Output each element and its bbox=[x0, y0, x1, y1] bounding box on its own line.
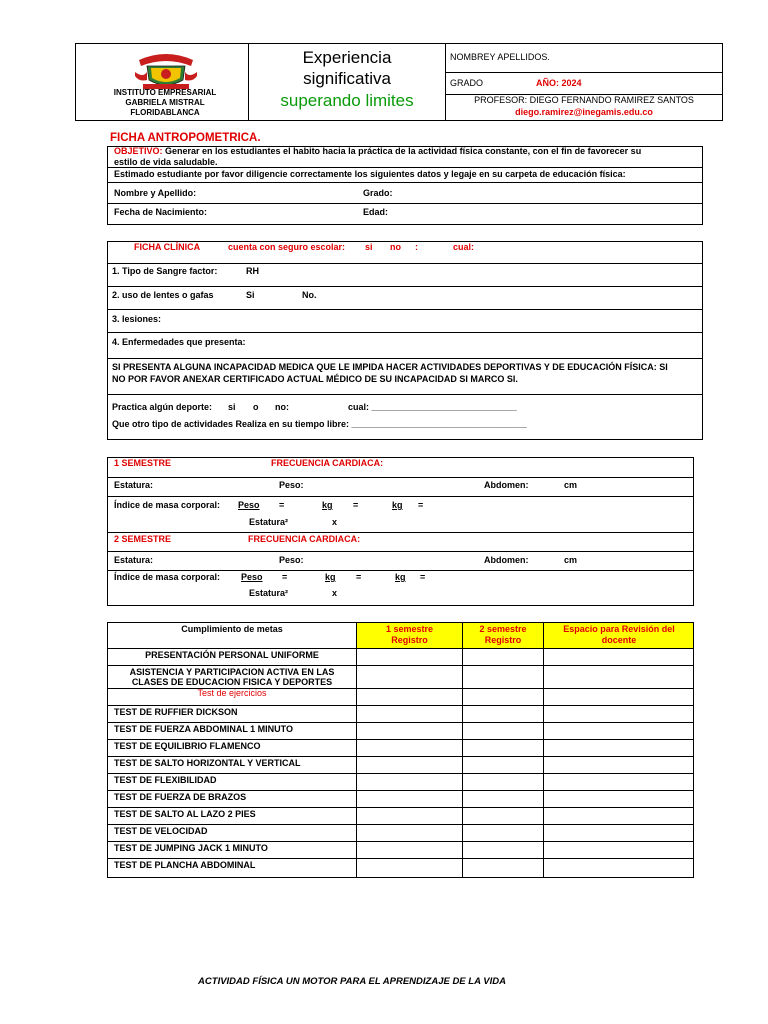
semester1-weight[interactable]: Peso: bbox=[279, 480, 304, 490]
semester1-bmi-eq2: = bbox=[353, 500, 359, 510]
glasses-no[interactable]: No. bbox=[302, 290, 317, 300]
glasses-si[interactable]: Si bbox=[246, 290, 255, 300]
clinica-title: FICHA CLÍNICA bbox=[134, 242, 201, 252]
injuries-field[interactable]: 3. lesiones: bbox=[112, 314, 162, 324]
student-grade-field[interactable]: Grado: bbox=[363, 188, 393, 198]
free-time-field[interactable]: Que otro tipo de actividades Realiza en su tiempo libre: ___________________________________ bbox=[112, 419, 527, 429]
ficha-title: FICHA ANTROPOMETRICA. bbox=[110, 132, 261, 144]
semester1-heart-rate[interactable]: FRECUENCIA CARDIACA: bbox=[271, 458, 384, 468]
test-row-ruffier: TEST DE RUFFIER DICKSON bbox=[114, 707, 238, 717]
student-name-field[interactable]: Nombre y Apellido: bbox=[114, 188, 197, 198]
semester2-bmi-eq2: = bbox=[356, 572, 362, 582]
semester2-estatura2: Estatura² bbox=[249, 588, 289, 598]
school-crest-icon bbox=[133, 50, 199, 90]
incapacity-line2: NO POR FAVOR ANEXAR CERTIFICADO ACTUAL MÉDICO DE SU INCAPACIDAD SI MARCO SI. bbox=[112, 374, 518, 384]
page-title-line1: Experiencia bbox=[302, 48, 392, 67]
test-row-flexibilidad: TEST DE FLEXIBILIDAD bbox=[114, 775, 217, 785]
age-field[interactable]: Edad: bbox=[363, 207, 389, 217]
teacher-name: PROFESOR: DIEGO FERNANDO RAMIREZ SANTOS bbox=[474, 95, 694, 105]
semester2-bmi-eq1: = bbox=[282, 572, 288, 582]
semester1-height[interactable]: Estatura: bbox=[114, 480, 154, 490]
sport-question: Practica algún deporte: bbox=[112, 402, 213, 412]
semester1-bmi-eq1: = bbox=[279, 500, 285, 510]
semester2-bmi-eq3: = bbox=[420, 572, 426, 582]
semester1-x: x bbox=[332, 517, 338, 527]
glasses-field: 2. uso de lentes o gafas bbox=[112, 290, 214, 300]
goals-row-attendance-line2: CLASES DE EDUCACION FISICA Y DEPORTES bbox=[131, 677, 333, 687]
goals-col-teacher-line1: Espacio para Revisión del bbox=[563, 624, 675, 634]
sport-no[interactable]: no: bbox=[275, 402, 289, 412]
semester1-bmi-kg2[interactable]: kg bbox=[392, 500, 403, 510]
school-name-line3: FLORIDABLANCA bbox=[130, 108, 200, 117]
insurance-colon: : bbox=[415, 242, 418, 252]
semester2-weight[interactable]: Peso: bbox=[279, 555, 304, 565]
objective-line1 bbox=[114, 146, 641, 157]
semester1-label: 1 SEMESTRE bbox=[114, 458, 172, 468]
goals-row-uniform: PRESENTACIÓN PERSONAL UNIFORME bbox=[145, 650, 319, 660]
name-label: NOMBREY APELLIDOS. bbox=[450, 52, 550, 62]
sport-si[interactable]: si bbox=[228, 402, 236, 412]
semester2-label: 2 SEMESTRE bbox=[114, 534, 172, 544]
test-row-brazos: TEST DE FUERZA DE BRAZOS bbox=[114, 792, 247, 802]
semester2-bmi-label: Índice de masa corporal: bbox=[114, 572, 221, 582]
semester1-bmi-eq3: = bbox=[418, 500, 424, 510]
goals-col-sem2-line1: 2 semestre bbox=[479, 624, 527, 634]
goals-col-sem1-line1: 1 semestre bbox=[385, 624, 434, 634]
semester2-bmi-kg1[interactable]: kg bbox=[325, 572, 336, 582]
insurance-cual[interactable]: cual: bbox=[453, 242, 475, 252]
instruction-text: Estimado estudiante por favor diligencie correctamente los siguientes datos y legaje en su carpeta de educación física: bbox=[114, 169, 626, 179]
grade-label: GRADO bbox=[450, 78, 484, 88]
footer-slogan: ACTIVIDAD FÍSICA UN MOTOR PARA EL APRENDIZAJE DE LA VIDA bbox=[198, 976, 506, 987]
test-row-lazo: TEST DE SALTO AL LAZO 2 PIES bbox=[114, 809, 256, 819]
sport-cual[interactable]: cual: _____________________________ bbox=[348, 402, 517, 412]
semester2-abdomen[interactable]: Abdomen: bbox=[484, 555, 529, 565]
semester2-height[interactable]: Estatura: bbox=[114, 555, 154, 565]
test-row-velocidad: TEST DE VELOCIDAD bbox=[114, 826, 208, 836]
teacher-email: diego.ramirez@inegamis.edu.co bbox=[515, 107, 653, 117]
semester1-bmi-label: Índice de masa corporal: bbox=[114, 500, 221, 510]
page-title-line2: significativa bbox=[303, 69, 391, 88]
insurance-question: cuenta con seguro escolar: bbox=[228, 242, 346, 252]
goals-col-sem1-line2: Registro bbox=[391, 635, 428, 645]
test-row-salto: TEST DE SALTO HORIZONTAL Y VERTICAL bbox=[114, 758, 301, 768]
rh-field[interactable]: RH bbox=[246, 266, 259, 276]
test-row-flamenco: TEST DE EQUILIBRIO FLAMENCO bbox=[114, 741, 261, 751]
diseases-field[interactable]: 4. Enfermedades que presenta: bbox=[112, 337, 246, 347]
semester2-x: x bbox=[332, 588, 338, 598]
goals-col-teacher-line2: docente bbox=[601, 635, 637, 645]
semester2-heart-rate[interactable]: FRECUENCIA CARDIACA: bbox=[248, 534, 361, 544]
semester2-bmi-kg2[interactable]: kg bbox=[395, 572, 406, 582]
test-row-jumping: TEST DE JUMPING JACK 1 MINUTO bbox=[114, 843, 268, 853]
objective-line2: estilo de vida saludable. bbox=[114, 157, 218, 167]
incapacity-line1: SI PRESENTA ALGUNA INCAPACIDAD MEDICA QUE LE IMPIDA HACER ACTIVIDADES DEPORTIVAS Y DE EDUCACIÓN FÍSICA: SI bbox=[112, 362, 668, 372]
goals-tests-header: Test de ejercicios bbox=[197, 688, 267, 698]
semester1-cm: cm bbox=[564, 480, 578, 490]
semester1-abdomen[interactable]: Abdomen: bbox=[484, 480, 529, 490]
year-label: AÑO: 2024 bbox=[536, 78, 582, 88]
test-row-abdominal: TEST DE FUERZA ABDOMINAL 1 MINUTO bbox=[114, 724, 294, 734]
test-row-plancha: TEST DE PLANCHA ABDOMINAL bbox=[114, 860, 256, 870]
insurance-si[interactable]: si bbox=[365, 242, 373, 252]
birth-date-field[interactable]: Fecha de Nacimiento: bbox=[114, 207, 208, 217]
semester1-bmi-kg1[interactable]: kg bbox=[322, 500, 333, 510]
blood-type-field[interactable]: 1. Tipo de Sangre factor: bbox=[112, 266, 218, 276]
goals-row-attendance-line1: ASISTENCIA Y PARTICIPACION ACTIVA EN LAS bbox=[129, 667, 335, 677]
objective-text-1: Generar en los estudiantes el habito hacia la práctica de la actividad física constante, con el fin de favorecer su bbox=[162, 146, 642, 156]
semester1-bmi-peso: Peso bbox=[238, 500, 260, 510]
semester1-estatura2: Estatura² bbox=[249, 517, 289, 527]
goals-col-sem2-line2: Registro bbox=[484, 635, 522, 645]
school-name-line2: GABRIELA MISTRAL bbox=[125, 98, 205, 107]
sport-o: o bbox=[253, 402, 259, 412]
goals-col-metas: Cumplimiento de metas bbox=[181, 624, 283, 634]
objective-label: OBJETIVO: bbox=[114, 146, 163, 156]
semester2-cm: cm bbox=[564, 555, 578, 565]
insurance-no[interactable]: no bbox=[390, 242, 401, 252]
school-name-line1: INSTITUTO EMPRESARIAL bbox=[113, 88, 217, 97]
page-subtitle: superando limites bbox=[280, 91, 414, 110]
semester2-bmi-peso: Peso bbox=[241, 572, 263, 582]
